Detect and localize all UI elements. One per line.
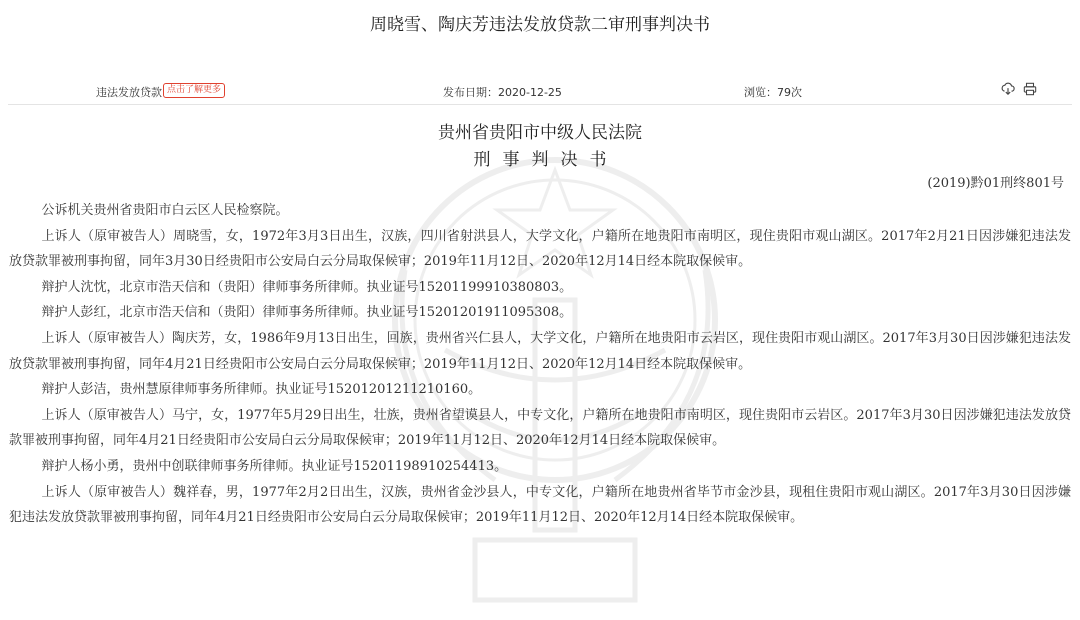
category-link[interactable]: 违法发放贷款	[96, 86, 162, 99]
document-type: 刑事判决书	[473, 150, 619, 170]
paragraph-appellant: 上诉人（原审被告人）周晓雪，女，1972年3月3日出生，汉族，四川省射洪县人，大学文化，户籍所在地贵阳市南明区，现住贵阳市观山湖区。2017年2月21日因涉嫌犯违法发放贷款罪被刑事拘留，同年3月30日经贵阳市公安局白云分局取保候审；2019年11月12日、2020年12月14日经本院取保候审。	[9, 228, 1071, 270]
view-count: 浏览：79次	[744, 86, 802, 99]
learn-more-badge[interactable]: 点击了解更多	[163, 83, 225, 98]
paragraph-defender: 辩护人沈忱，北京市浩天信和（贵阳）律师事务所律师。执业证号15201199910380803。	[41, 279, 573, 295]
paragraph-appellant: 上诉人（原审被告人）马宁，女，1977年5月29日出生，壮族，贵州省望谟县人，中专文化，户籍所在地贵阳市南明区，现住贵阳市云岩区。2017年3月30日因涉嫌犯违法发放贷款罪被刑事拘留，同年4月21日经贵阳市公安局白云分局取保候审；2019年11月12日、2020年12月14日经本院取保候审。	[9, 407, 1071, 449]
judgment-body	[9, 198, 1071, 531]
paragraph-prosecutor: 公诉机关贵州省贵阳市白云区人民检察院。	[41, 203, 289, 218]
meta-bar	[0, 84, 1080, 102]
paragraph-appellant: 上诉人（原审被告人）陶庆芳，女，1986年9月13日出生，回族，贵州省兴仁县人，大学文化，户籍所在地贵阳市云岩区，现住贵阳市观山湖区。2017年3月30日因涉嫌犯违法发放贷款罪被刑事拘留，同年4月21日经贵阳市公安局白云分局取保候审；2019年11月12日、2020年12月14日经本院取保候审。	[9, 330, 1071, 372]
case-number: (2019)黔01刑终801号	[927, 176, 1064, 191]
paragraph-defender: 辩护人杨小勇，贵州中创联律师事务所律师。执业证号15201198910254413。	[41, 458, 508, 474]
print-icon[interactable]	[1023, 82, 1037, 96]
page-title: 周晓雪、陶庆芳违法发放贷款二审刑事判决书	[370, 15, 710, 35]
action-icons	[1001, 82, 1037, 96]
download-icon[interactable]	[1001, 82, 1015, 96]
paragraph-defender: 辩护人彭红，北京市浩天信和（贵阳）律师事务所律师。执业证号15201201911095308。	[41, 305, 573, 321]
paragraph-appellant: 上诉人（原审被告人）魏祥春，男，1977年2月2日出生，汉族，贵州省金沙县人，中专文化，户籍所在地贵州省毕节市金沙县，现租住贵阳市观山湖区。2017年3月30日因涉嫌犯违法发放贷款罪被刑事拘留，同年4月21日经贵阳市公安局白云分局取保候审；2019年11月12日、2020年12月14日经本院取保候审。	[9, 484, 1071, 526]
paragraph-defender: 辩护人彭洁，贵州慧原律师事务所律师。执业证号15201201211210160。	[41, 382, 482, 398]
header-divider	[8, 104, 1072, 105]
court-name: 贵州省贵阳市中级人民法院	[438, 123, 642, 143]
publish-date: 发布日期：2020-12-25	[443, 86, 562, 99]
